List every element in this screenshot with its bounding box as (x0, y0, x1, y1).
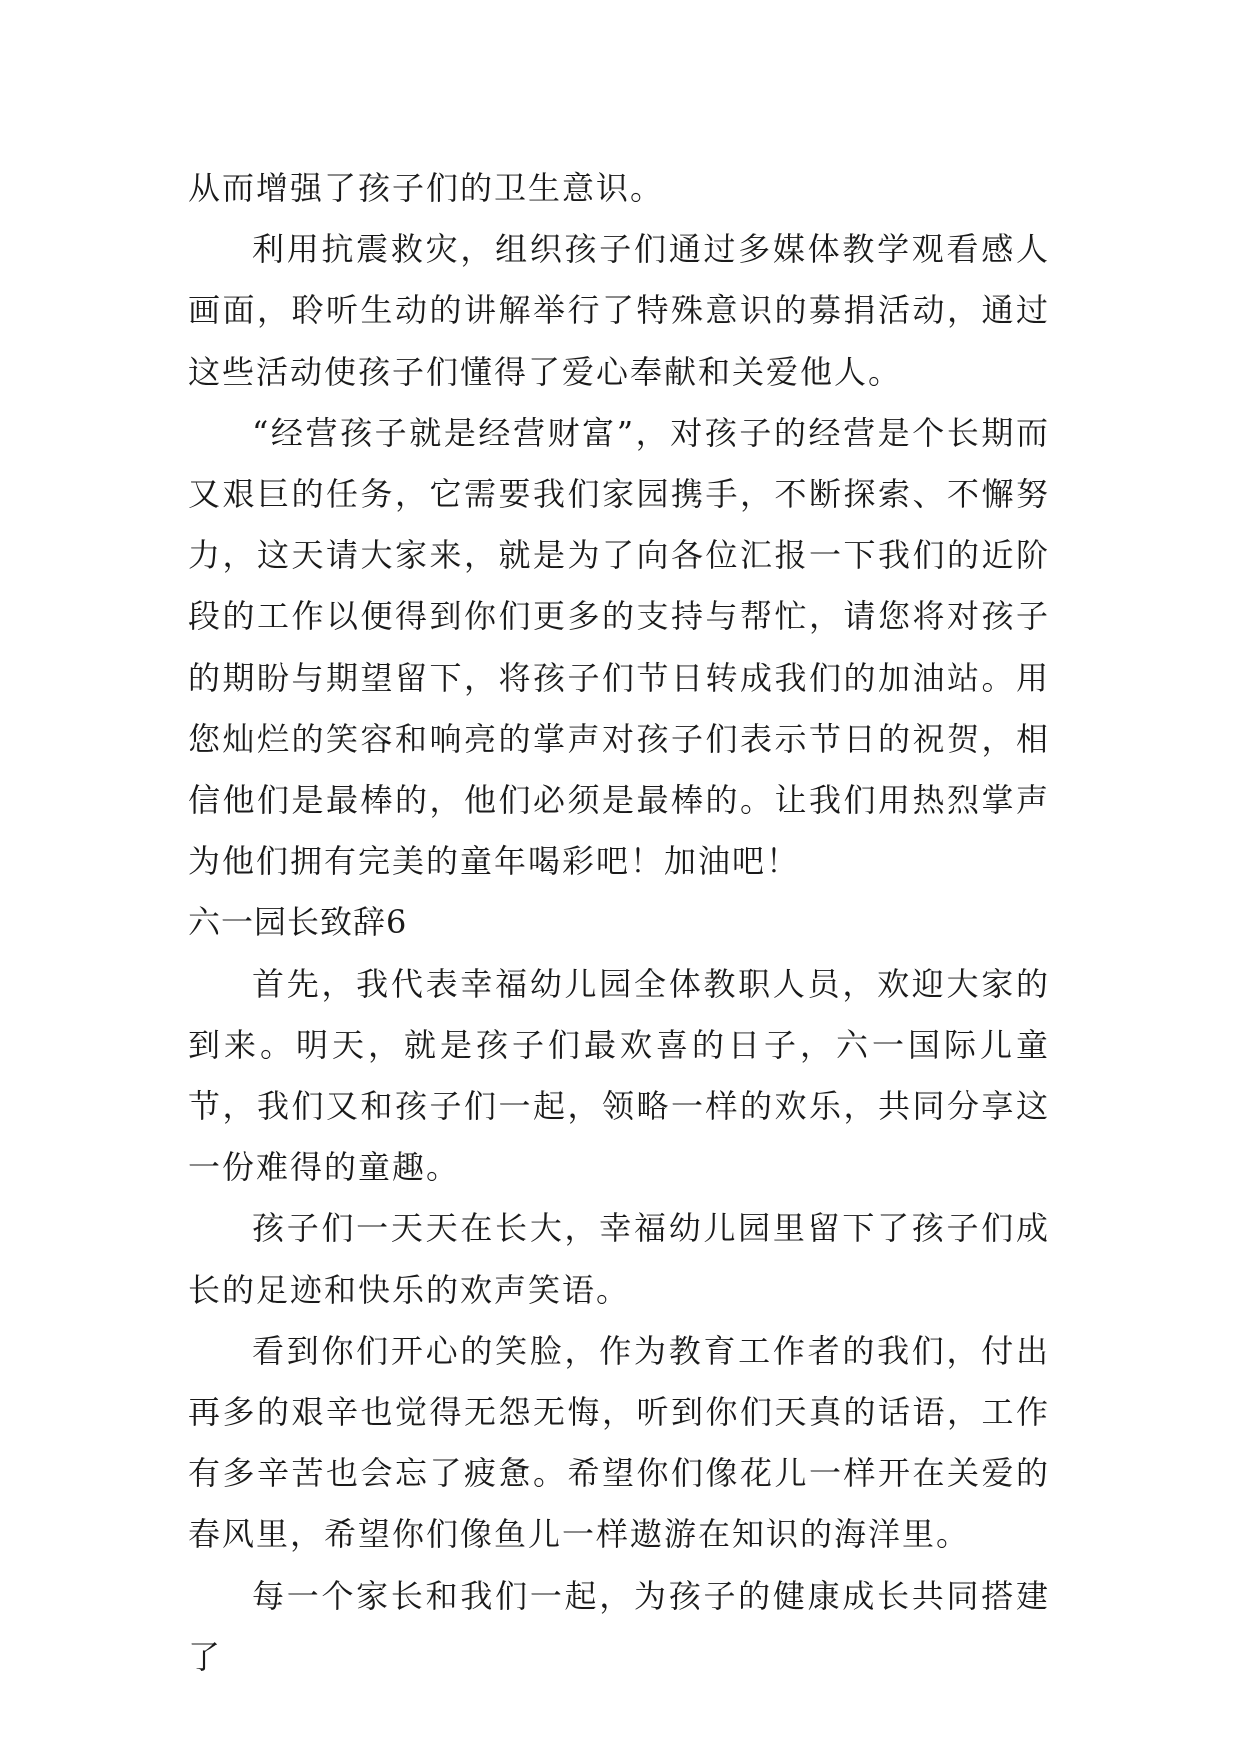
section-heading: 六一园长致辞6 (188, 903, 408, 942)
paragraph-2: 利用抗震救灾，组织孩子们通过多媒体教学观看感人画面，聆听生动的讲解举行了特殊意识的募捐活动，通过这些活动使孩子们懂得了爱心奉献和关爱他人。 (188, 230, 1050, 391)
paragraph-1: 从而增强了孩子们的卫生意识。 (188, 169, 665, 207)
document-body (188, 158, 1050, 1688)
paragraph-5: 孩子们一天天在长大，幸福幼儿园里留下了孩子们成长的足迹和快乐的欢声笑语。 (188, 1209, 1050, 1309)
paragraph-3: “经营孩子就是经营财富”，对孩子的经营是个长期而又艰巨的任务，它需要我们家园携手，不断探索、不懈努力，这天请大家来，就是为了向各位汇报一下我们的近阶段的工作以便得到你们更多的支持与帮忙，请您将对孩子的期盼与期望留下，将孩子们节日转成我们的加油站。用您灿烂的笑容和响亮的掌声对孩子们表示节日的祝贺，相信他们是最棒的，他们必须是最棒的。让我们用热烈掌声为他们拥有完美的童年喝彩吧！加油吧！ (188, 413, 1050, 881)
paragraph-4: 首先，我代表幸福幼儿园全体教职人员，欢迎大家的到来。明天，就是孩子们最欢喜的日子，六一国际儿童节，我们又和孩子们一起，领略一样的欢乐，共同分享这一份难得的童趣。 (188, 964, 1050, 1187)
paragraph-6: 看到你们开心的笑脸，作为教育工作者的我们，付出再多的艰辛也觉得无怨无悔，听到你们天真的话语，工作有多辛苦也会忘了疲惫。希望你们像花儿一样开在关爱的春风里，希望你们像鱼儿一样遨游在知识的海洋里。 (188, 1331, 1050, 1554)
paragraph-7: 每一个家长和我们一起，为孩子的健康成长共同搭建了 (188, 1576, 1050, 1676)
